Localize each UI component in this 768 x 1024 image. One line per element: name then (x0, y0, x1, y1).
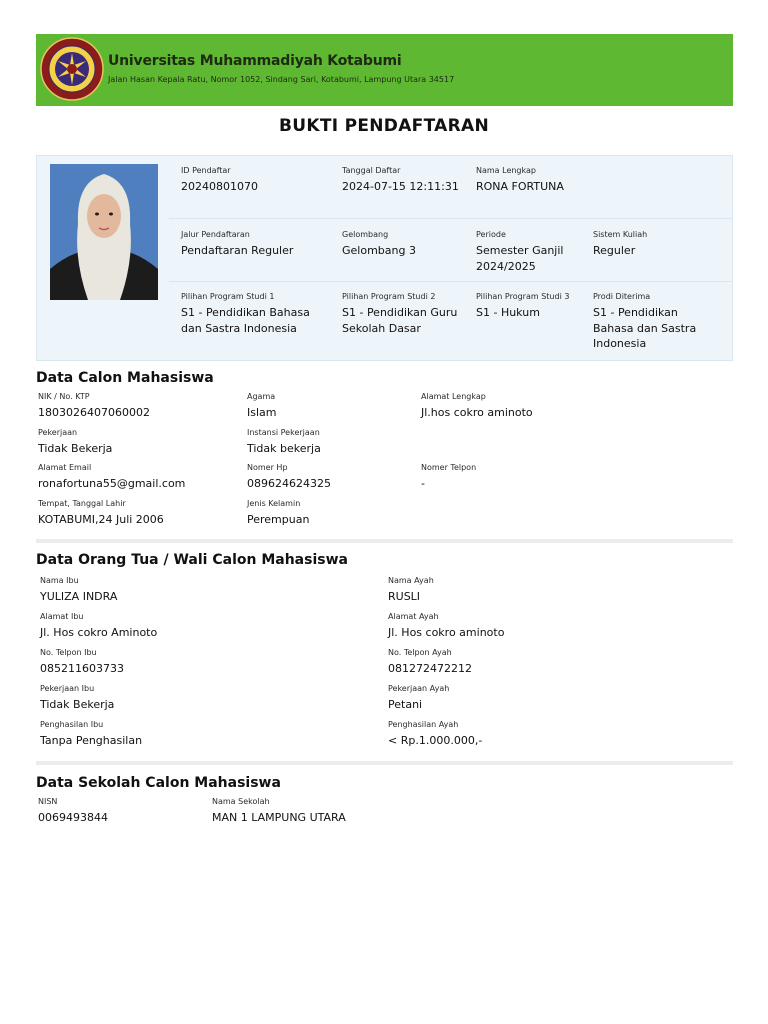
field-label: Nomer Hp (247, 463, 288, 472)
field-label: Alamat Ibu (40, 612, 84, 621)
field-sistem-kuliah (593, 229, 713, 259)
field-label: Alamat Lengkap (421, 392, 486, 401)
field-alamat-ibu (40, 611, 340, 641)
field-value: Semester Ganjil 2024/2025 (476, 244, 564, 273)
field-label: Nama Sekolah (212, 797, 270, 806)
field-label: Jalur Pendaftaran (181, 230, 250, 239)
field-label: Agama (247, 392, 276, 401)
field-instansi-pekerjaan (247, 427, 407, 457)
field-penghasilan-ibu (40, 719, 340, 749)
field-label: ID Pendaftar (181, 166, 231, 175)
field-label: Gelombang (342, 230, 389, 239)
section-divider (36, 539, 733, 543)
field-value: 081272472212 (388, 662, 472, 675)
section-title-calon: Data Calon Mahasiswa (36, 370, 214, 386)
field-label: Pilihan Program Studi 3 (476, 292, 570, 301)
field-alamat-email (38, 462, 238, 492)
field-penghasilan-ayah (388, 719, 688, 749)
field-value: RUSLI (388, 590, 421, 603)
field-value: Petani (388, 698, 423, 711)
university-name: Universitas Muhammadiyah Kotabumi (108, 53, 402, 69)
field-label: Nama Lengkap (476, 166, 536, 175)
field-telpon-ibu (40, 647, 340, 677)
field-value: S1 - Pendidikan Bahasa dan Sastra Indonesia (593, 306, 697, 350)
field-value: S1 - Pendidikan Bahasa dan Sastra Indonesia (181, 306, 310, 335)
field-telpon-ayah (388, 647, 688, 677)
field-pilihan-prodi-2 (342, 291, 462, 336)
field-value: S1 - Pendidikan Guru Sekolah Dasar (342, 306, 458, 335)
field-nisn (38, 796, 198, 826)
section-title-orang-tua: Data Orang Tua / Wali Calon Mahasiswa (36, 552, 348, 568)
field-pilihan-prodi-3 (476, 291, 572, 321)
field-label: Penghasilan Ibu (40, 720, 104, 729)
field-value: Jl. Hos cokro aminoto (388, 626, 505, 639)
field-label: Nomer Telpon (421, 463, 477, 472)
field-label: Instansi Pekerjaan (247, 428, 320, 437)
field-label: Tempat, Tanggal Lahir (38, 499, 126, 508)
field-value: Tidak bekerja (247, 442, 321, 455)
field-value: Islam (247, 406, 277, 419)
field-nama-sekolah (212, 796, 512, 826)
field-nik (38, 391, 228, 421)
registration-summary (36, 155, 733, 361)
field-value: 2024-07-15 12:11:31 (342, 180, 459, 193)
document-title: BUKTI PENDAFTARAN (279, 116, 489, 136)
row-divider (169, 218, 733, 219)
field-alamat-ayah (388, 611, 688, 641)
field-label: No. Telpon Ibu (40, 648, 97, 657)
field-alamat-lengkap (421, 391, 681, 421)
field-label: Pekerjaan Ayah (388, 684, 450, 693)
field-jalur-pendaftaran (181, 229, 331, 259)
field-label: No. Telpon Ayah (388, 648, 452, 657)
field-value: Perempuan (247, 513, 310, 526)
field-tempat-tanggal-lahir (38, 498, 238, 528)
field-value: 1803026407060002 (38, 406, 150, 419)
field-value: 0069493844 (38, 811, 108, 824)
field-value: 20240801070 (181, 180, 258, 193)
field-value: Pendaftaran Reguler (181, 244, 294, 257)
field-value: MAN 1 LAMPUNG UTARA (212, 811, 346, 824)
field-value: RONA FORTUNA (476, 180, 564, 193)
field-label: Periode (476, 230, 506, 239)
field-label: Nama Ayah (388, 576, 434, 585)
field-nomer-telpon (421, 462, 581, 492)
field-value: 089624624325 (247, 477, 331, 490)
field-label: Jenis Kelamin (247, 499, 301, 508)
field-pekerjaan-ibu (40, 683, 340, 713)
field-label: Sistem Kuliah (593, 230, 648, 239)
row-divider (169, 281, 733, 282)
field-pilihan-prodi-1 (181, 291, 331, 336)
field-jenis-kelamin (247, 498, 407, 528)
field-value: Reguler (593, 244, 636, 257)
field-tanggal-daftar (342, 165, 462, 195)
field-label: Pilihan Program Studi 2 (342, 292, 436, 301)
field-label: Penghasilan Ayah (388, 720, 459, 729)
field-value: S1 - Hukum (476, 306, 540, 319)
field-label: Prodi Diterima (593, 292, 651, 301)
field-label: Pekerjaan (38, 428, 78, 437)
field-value: Jl. Hos cokro Aminoto (40, 626, 158, 639)
applicant-photo (50, 164, 158, 300)
field-value: KOTABUMI,24 Juli 2006 (38, 513, 164, 526)
field-nama-lengkap (476, 165, 676, 195)
field-nama-ibu (40, 575, 340, 605)
field-label: Tanggal Daftar (342, 166, 401, 175)
section-divider (36, 761, 733, 765)
field-label: NISN (38, 797, 58, 806)
field-nomer-hp (247, 462, 407, 492)
field-pekerjaan-ayah (388, 683, 688, 713)
field-value: Tidak Bekerja (38, 442, 113, 455)
field-value: Tidak Bekerja (40, 698, 115, 711)
section-title-sekolah: Data Sekolah Calon Mahasiswa (36, 775, 281, 791)
field-label: NIK / No. KTP (38, 392, 90, 401)
field-label: Nama Ibu (40, 576, 79, 585)
field-value: Tanpa Penghasilan (40, 734, 143, 747)
field-value: ronafortuna55@gmail.com (38, 477, 186, 490)
field-label: Alamat Ayah (388, 612, 439, 621)
field-agama (247, 391, 407, 421)
field-id-pendaftar (181, 165, 331, 195)
letterhead (36, 34, 733, 106)
field-label: Pilihan Program Studi 1 (181, 292, 275, 301)
field-label: Pekerjaan Ibu (40, 684, 95, 693)
field-value: Jl.hos cokro aminoto (421, 406, 533, 419)
field-label: Alamat Email (38, 463, 92, 472)
field-periode (476, 229, 576, 274)
field-gelombang (342, 229, 462, 259)
university-seal-icon (40, 37, 104, 101)
field-pekerjaan (38, 427, 228, 457)
field-value: < Rp.1.000.000,- (388, 734, 483, 747)
field-value: Gelombang 3 (342, 244, 416, 257)
field-nama-ayah (388, 575, 688, 605)
field-value: 085211603733 (40, 662, 124, 675)
university-address: Jalan Hasan Kepala Ratu, Nomor 1052, Sindang Sari, Kotabumi, Lampung Utara 34517 (108, 75, 455, 84)
field-value: YULIZA INDRA (40, 590, 118, 603)
field-prodi-diterima (593, 291, 718, 352)
field-value: - (421, 477, 425, 490)
